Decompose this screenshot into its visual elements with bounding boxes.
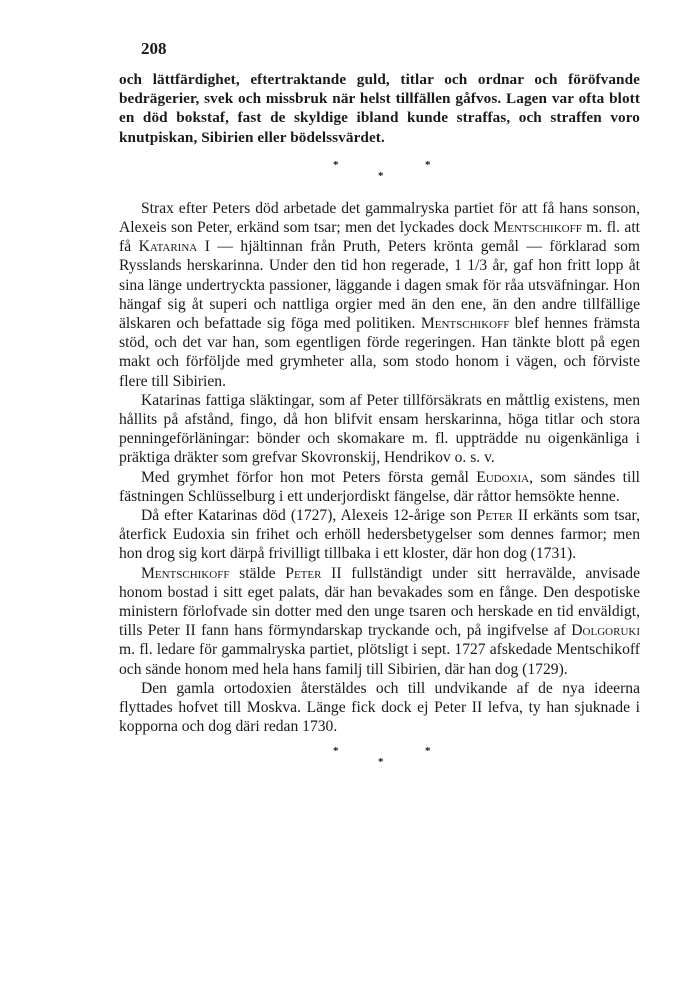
asterism-star: *	[425, 158, 431, 171]
section-divider-asterism	[119, 147, 640, 199]
paragraph-eudoxia	[119, 468, 640, 506]
asterism-star: *	[378, 169, 384, 182]
section-divider-asterism-bottom	[119, 737, 640, 789]
text-run: m. fl. att få	[119, 219, 640, 256]
name-dolgoruki: Dolgoruki	[571, 622, 640, 640]
name-eudoxia: Eudoxia	[476, 468, 530, 486]
book-page	[119, 38, 640, 789]
text-run: blef hennes främsta stöd, och det var han, som egentligen förde regeringen. Han tänkte blott på egen makt och förföljde med grymheter alla, som stodo honom i vägen, och förviste flere till Sibirien.	[119, 315, 641, 390]
text-run: år, gaf hon fritt lopp åt sina länge undertryckta passioner, läggande i dagen smak för råa utsväfningar. Hon hängaf sig åt superi och nattliga orgier med än den ene, än den andre tillfällige älskaren och befattade sig föga med politiken.	[119, 257, 640, 333]
text-run: stälde	[229, 564, 286, 582]
paragraph-orthodoxy-restored: Den gamla ortodoxien återstäldes och till undvikande af de nya ideerna flyttades hofvet till Moskva. Länge fick dock ej Peter II lefva, ty han sjuknade i kopporna och dog däri redan 1730.	[119, 679, 640, 736]
text-run: I — hjältinnan från Pruth, Peters krönta gemål — förklarad som Rysslands herskarinna. Under den tid hon regerade, 1	[119, 238, 640, 275]
name-peter: Peter	[285, 564, 322, 582]
paragraph-katarina-relatives: Katarinas fattiga släktingar, som af Peter tillförsäkrats en måttlig existens, men hållits på afstånd, fingo, då hon blifvit ensam herskarinna, höga titlar och stora penningeförläningar: bönder och skomakare m. fl. uppträdde nu oigenkänliga i präktiga dräkter som grefvar Skovronskij, Hendrikov o. s. v.	[119, 391, 640, 467]
asterism-star: *	[378, 755, 384, 768]
text-run: m. fl. ledare för gammalryska partiet, plötsligt i sept. 1727 afskedade Mentschikoff och sände honom med hela hans familj till Sibirien, där han dog (1729).	[119, 641, 640, 678]
asterism-star: *	[425, 744, 431, 757]
name-mentschikoff: Mentschikoff	[420, 315, 510, 333]
name-peter: Peter	[476, 507, 513, 525]
fraction: 1/3	[467, 257, 488, 275]
name-katarina: Katarina	[138, 238, 198, 256]
asterism-star: *	[333, 744, 339, 757]
text-run: Då efter Katarinas död (1727), Alexeis 12-årige son	[141, 507, 477, 525]
paragraph-peters-death	[119, 199, 640, 391]
text-run: , som sändes till fästningen Schlüsselburg i ett underjordiskt fängelse, där råttor hemsökte henne.	[119, 468, 640, 505]
text-run: II fullständigt under sitt herravälde, anvisade honom bostad i sitt eget palats, där han bevakades som en fånge. Den despotiske ministern förlofvade sin dotter med den unge tsaren och herskade en tid enväldigt, tills Peter II fann hans förmyndarskap tryckande och, på ingifvelse af	[119, 564, 640, 640]
paragraph-mentschikoff-rule	[119, 564, 640, 679]
page-number: 208	[141, 39, 167, 58]
text-run: II erkänts som tsar, återfick Eudoxia sin frihet och erhöll hedersbetygelser som dennes farmor; men hon drog sig kort därpå frivilligt tillbaka i ett kloster, där hon dog (1731).	[119, 507, 641, 563]
paragraph-peter-ii-tsar	[119, 506, 640, 564]
text-run: Strax efter Peters död arbetade det gammalryska partiet för att få hans sonson, Alexeis son Peter, erkänd som tsar; men det lyckades dock	[119, 199, 640, 237]
name-mentschikoff: Mentschikoff	[493, 219, 582, 237]
name-mentschikoff: Mentschikoff	[141, 564, 230, 582]
text-run: Med grymhet förfor hon mot Peters första gemål	[141, 468, 477, 486]
paragraph-continuation: och lättfärdighet, eftertraktande guld, titlar och ordnar och föröfvande bedrägerier, svek och missbruk när helst tillfällen gåfvos. Lagen var ofta blott en död bokstaf, fast de skyldige ibland kunde straffas, och straffen voro knutpiskan, Sibirien eller bödelssvärdet.	[119, 71, 640, 146]
asterism-star: *	[333, 158, 339, 171]
